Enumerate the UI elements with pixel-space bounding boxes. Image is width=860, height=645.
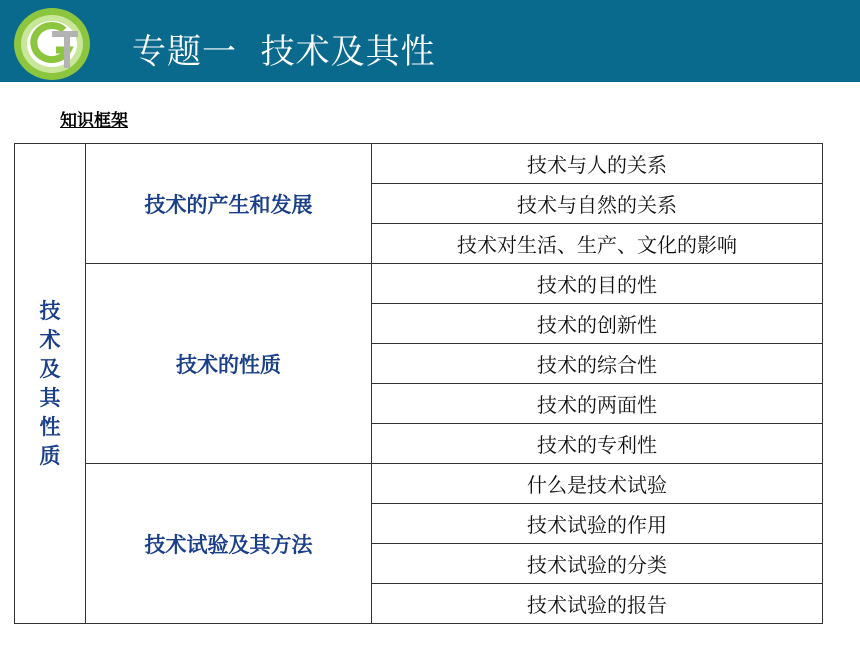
table-row — [15, 264, 823, 304]
page-title: 专题一 技术及其性 — [132, 32, 436, 72]
item-cell: 技术与人的关系 — [372, 144, 823, 184]
item-cell: 技术试验的作用 — [372, 504, 823, 544]
category-cell: 技术的产生和发展 — [86, 144, 372, 264]
item-cell: 技术试验的报告 — [372, 584, 823, 624]
item-cell: 技术的目的性 — [372, 264, 823, 304]
root-topic-label: 技术及其性质 — [39, 298, 61, 468]
item-cell: 技术的综合性 — [372, 344, 823, 384]
item-cell: 技术试验的分类 — [372, 544, 823, 584]
table-row — [15, 144, 823, 184]
item-cell: 技术对生活、生产、文化的影响 — [372, 224, 823, 264]
header-bar — [0, 0, 860, 82]
section-label: 知识框架 — [60, 111, 128, 131]
item-cell: 什么是技术试验 — [372, 464, 823, 504]
item-cell: 技术与自然的关系 — [372, 184, 823, 224]
root-topic-cell — [15, 144, 86, 624]
item-cell: 技术的创新性 — [372, 304, 823, 344]
category-cell: 技术试验及其方法 — [86, 464, 372, 624]
item-cell: 技术的专利性 — [372, 424, 823, 464]
gt-logo-icon — [12, 6, 92, 82]
knowledge-framework-table — [14, 143, 823, 624]
table-row — [15, 464, 823, 504]
category-cell: 技术的性质 — [86, 264, 372, 464]
item-cell: 技术的两面性 — [372, 384, 823, 424]
